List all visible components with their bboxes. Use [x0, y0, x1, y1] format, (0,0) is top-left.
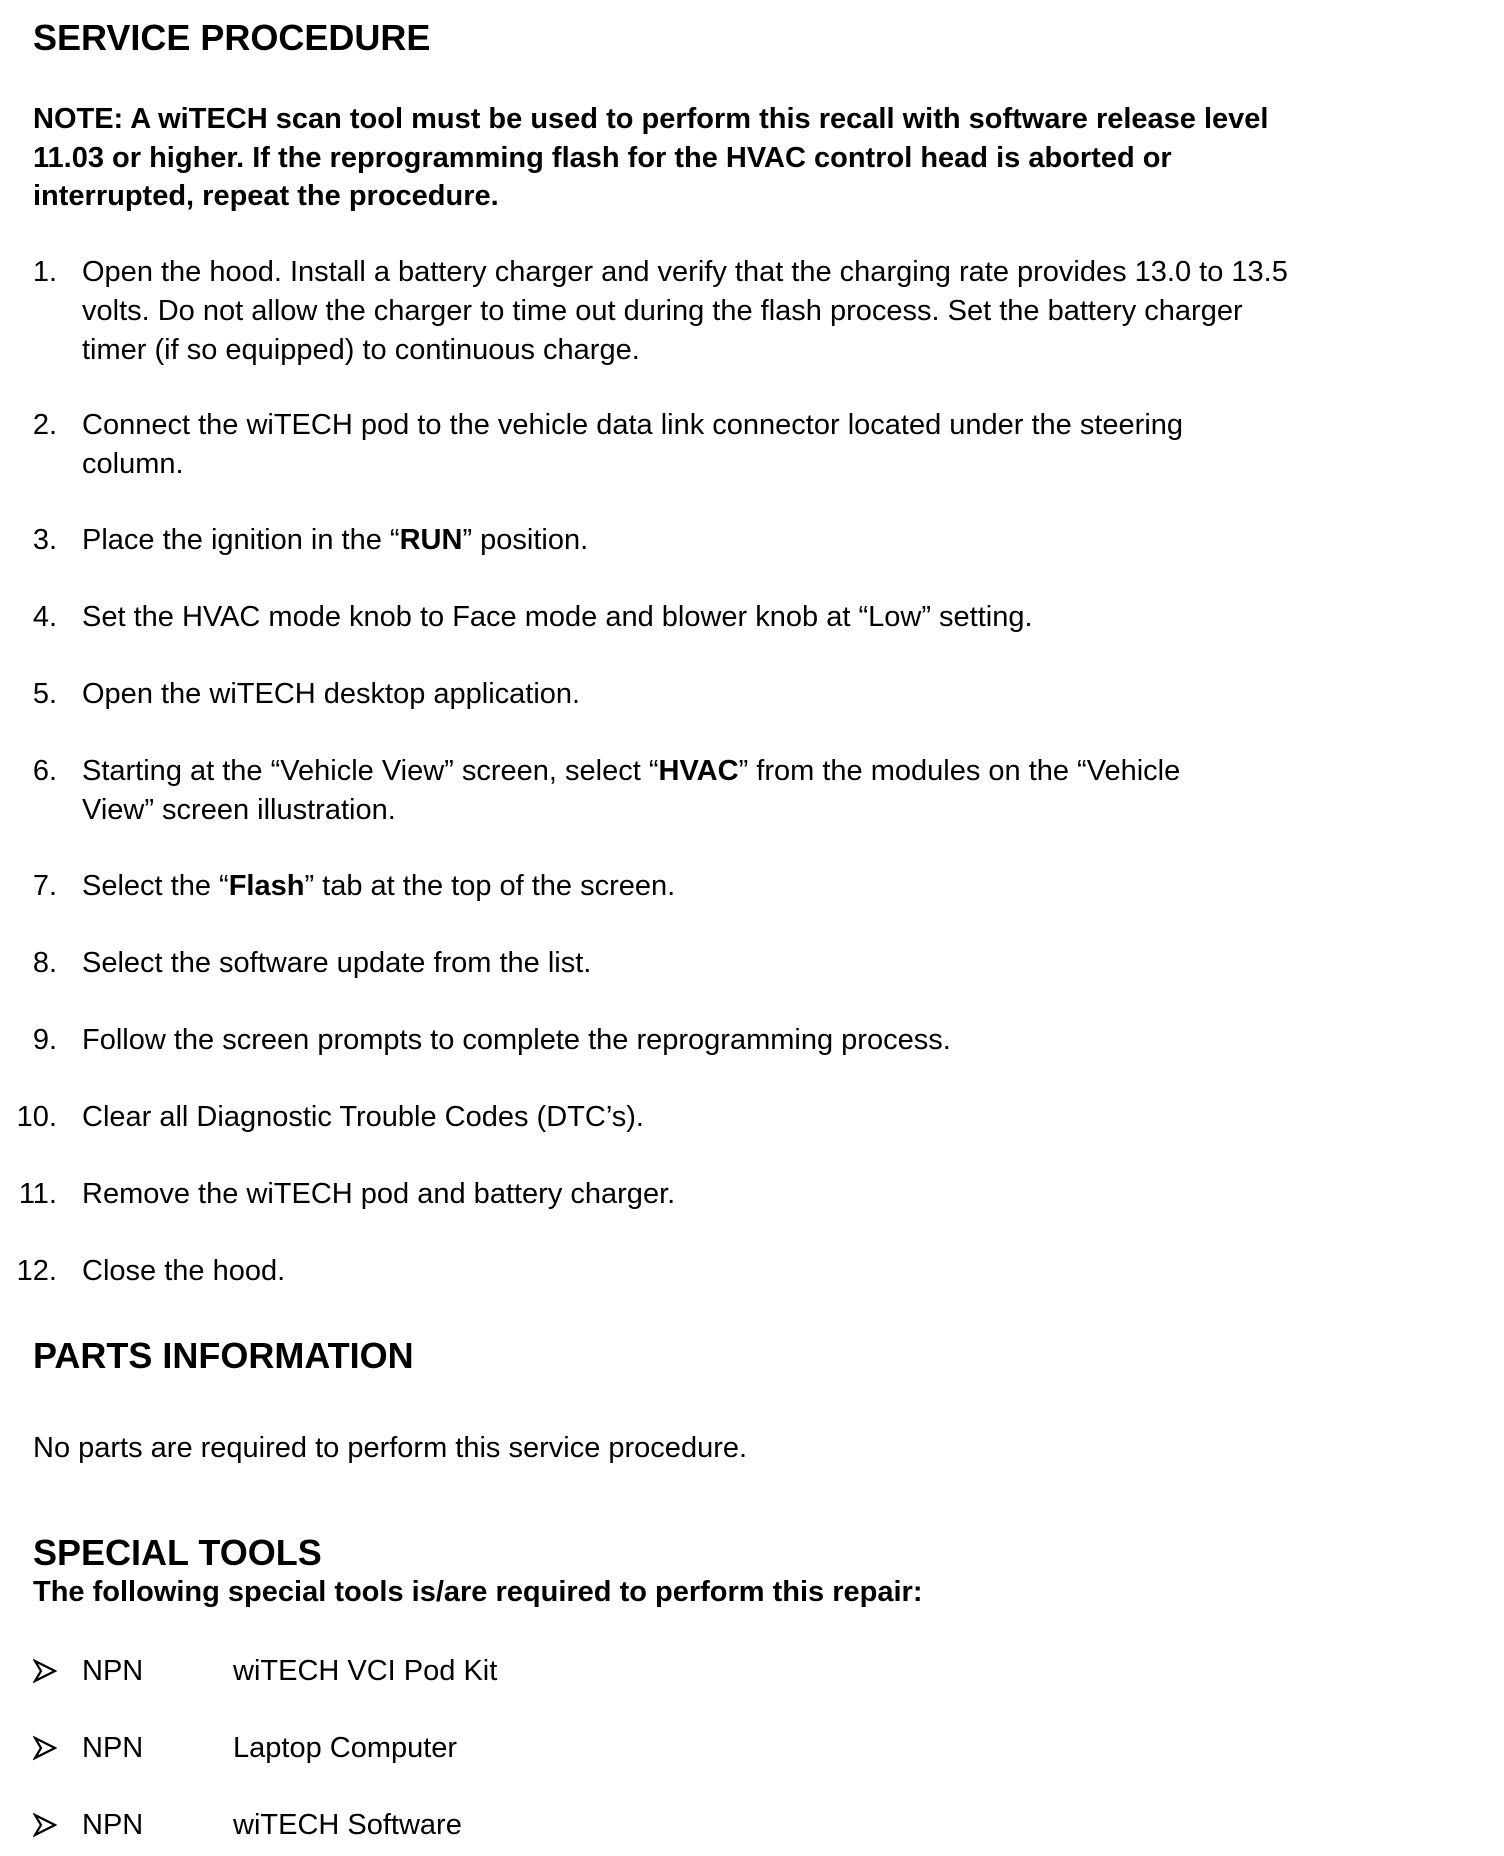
note-line: NOTE: A wiTECH scan tool must be used to perform this recall with software release level [33, 103, 1269, 135]
step-line: Remove the wiTECH pod and battery charger. [82, 1178, 676, 1210]
step-line: Set the HVAC mode knob to Face mode and blower knob at “Low” setting. [82, 601, 1033, 633]
tool-code: NPN [82, 1732, 144, 1764]
step-text [82, 675, 1502, 714]
special-tools-heading: SPECIAL TOOLS [33, 1532, 322, 1573]
step-text [82, 1098, 1502, 1137]
step-emphasis: HVAC [658, 755, 739, 787]
step-text-part: Place the ignition in the “ [82, 524, 400, 556]
step-text [82, 1252, 1502, 1291]
step-line: Follow the screen prompts to complete the reprogramming process. [82, 1024, 951, 1056]
step-text [82, 598, 1502, 637]
step-text [82, 944, 1502, 983]
step-text [82, 752, 1502, 830]
arrowhead-bullet-icon [33, 1810, 57, 1840]
step-line: Close the hood. [82, 1255, 286, 1287]
note-line: 11.03 or higher. If the reprogramming flash for the HVAC control head is aborted or [33, 141, 1172, 174]
step-text-part: Select the “ [82, 870, 229, 902]
step-text-part: ” position. [462, 524, 589, 556]
step-number: 1. [32, 256, 57, 288]
step-text [82, 406, 1502, 484]
step-emphasis: RUN [399, 524, 463, 556]
tool-code: NPN [82, 1809, 144, 1841]
step-text-part: ” tab at the top of the screen. [304, 870, 676, 902]
step-number: 9. [32, 1024, 57, 1056]
tool-code: NPN [82, 1655, 144, 1687]
step-text [82, 521, 1502, 560]
step-number: 11. [18, 1178, 57, 1210]
service-procedure-heading: SERVICE PROCEDURE [33, 17, 431, 58]
step-line: Select the software update from the list. [82, 947, 592, 979]
step-number: 3. [32, 524, 57, 556]
step-line [82, 521, 1502, 560]
special-tools-subheading: The following special tools is/are required to perform this repair: [33, 1576, 923, 1608]
step-line: timer (if so equipped) to continuous charge. [82, 334, 640, 366]
tool-name: Laptop Computer [233, 1732, 458, 1764]
parts-information-heading: PARTS INFORMATION [33, 1335, 414, 1376]
note-line: interrupted, repeat the procedure. [33, 180, 499, 212]
step-number: 7. [32, 870, 57, 902]
step-line [82, 752, 1502, 791]
arrowhead-bullet-icon [33, 1733, 57, 1763]
tool-name: wiTECH VCI Pod Kit [233, 1655, 498, 1687]
step-line: column. [82, 448, 184, 480]
step-text [82, 253, 1502, 370]
step-number: 6. [32, 755, 57, 787]
step-text [82, 1175, 1502, 1214]
step-text [82, 1021, 1502, 1060]
step-text [82, 867, 1502, 906]
tool-name: wiTECH Software [233, 1809, 462, 1841]
step-text-part: ” from the modules on the “Vehicle [738, 755, 1181, 787]
step-number: 4. [32, 601, 57, 633]
arrowhead-bullet-icon [33, 1656, 57, 1686]
parts-information-text: No parts are required to perform this service procedure. [33, 1432, 748, 1464]
service-note [33, 100, 1483, 216]
step-line [82, 867, 1502, 906]
step-line: View” screen illustration. [82, 794, 396, 826]
step-number: 2. [32, 409, 57, 441]
step-number: 10. [16, 1101, 57, 1133]
step-line: Open the wiTECH desktop application. [82, 678, 581, 710]
step-line: Open the hood. Install a battery charger and verify that the charging rate provides 13.0 to 13.5 [82, 256, 1288, 288]
step-line: Connect the wiTECH pod to the vehicle data link connector located under the steering [82, 409, 1184, 441]
step-number: 5. [32, 678, 57, 710]
step-line: volts. Do not allow the charger to time out during the flash process. Set the battery charger [82, 295, 1243, 327]
step-number: 12. [16, 1255, 57, 1287]
step-text-part: Starting at the “Vehicle View” screen, select “ [82, 755, 659, 787]
step-line: Clear all Diagnostic Trouble Codes (DTC’s). [82, 1101, 644, 1133]
step-number: 8. [32, 947, 57, 979]
step-emphasis: Flash [228, 870, 305, 902]
